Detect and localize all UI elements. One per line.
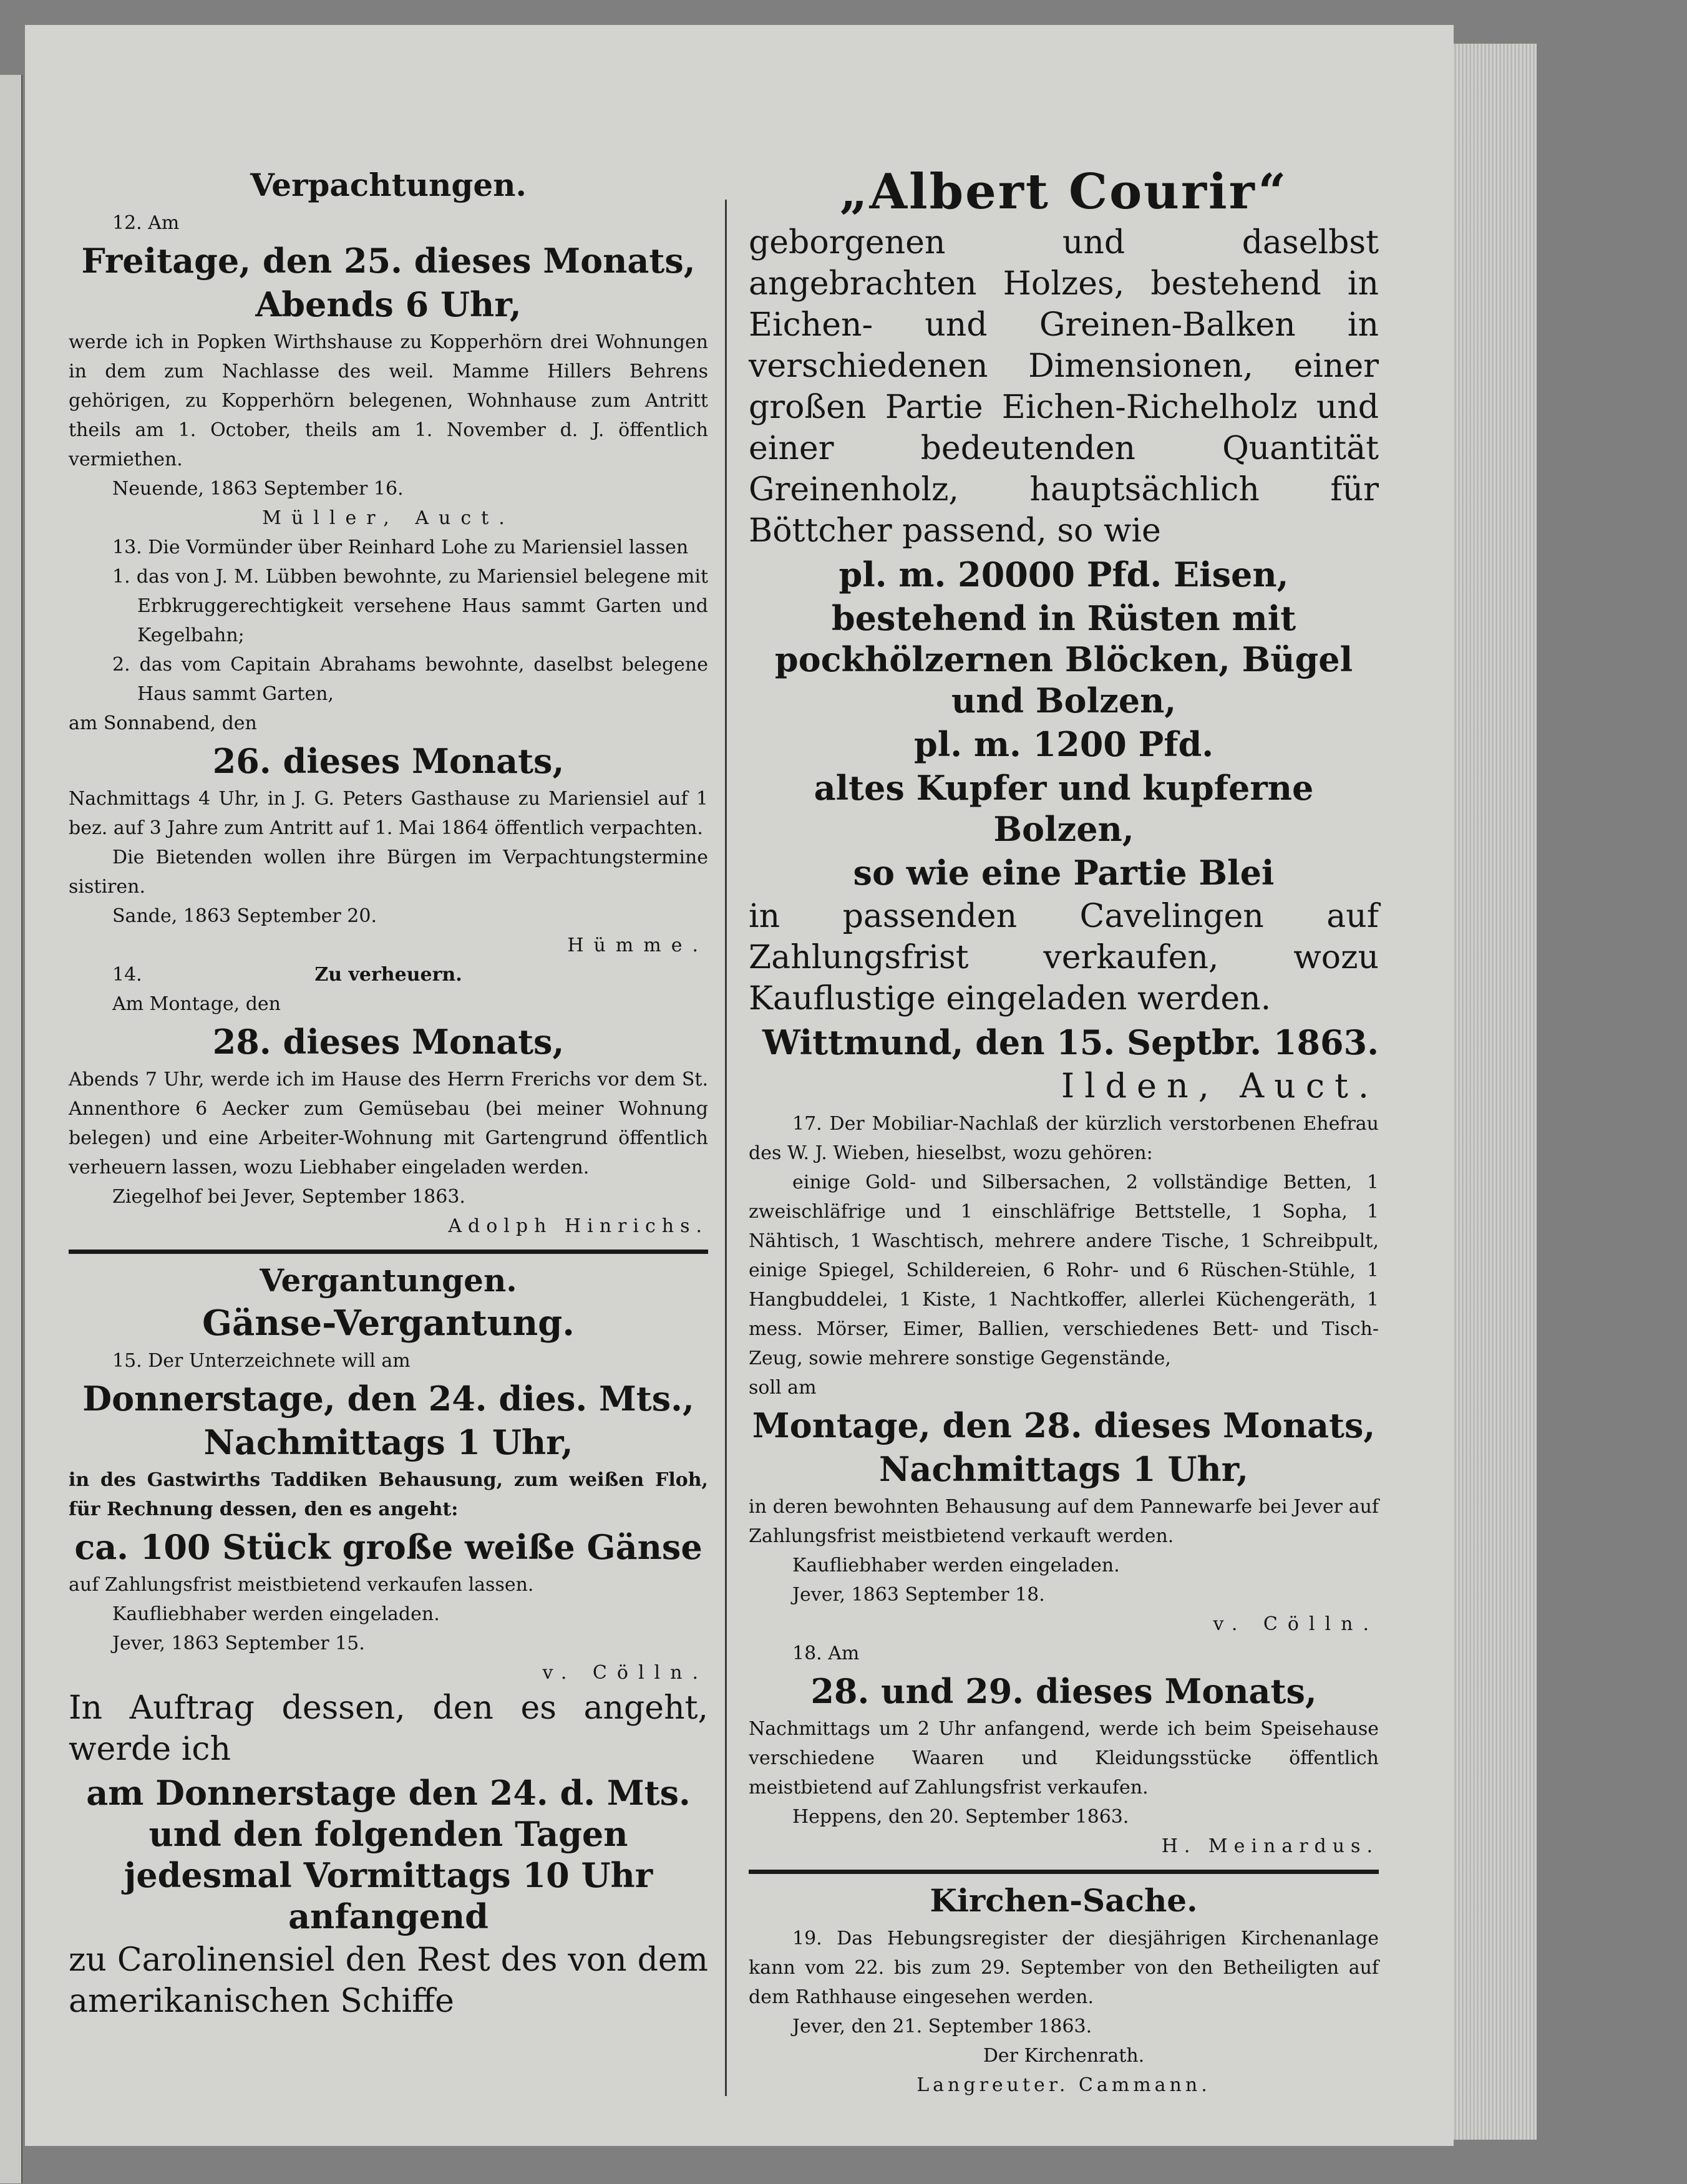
notice-17-signature: v. Cölln. [1213,1613,1379,1635]
notice-13-text-2: Nachmittags 4 Uhr, in J. G. Peters Gasthause zu Mariensiel auf 1 bez. auf 3 Jahre zum Antritt auf 1. Mai 1864 öffentlich verpachten. [69,788,708,839]
notice-17-items: einige Gold- und Silbersachen, 2 vollständige Betten, 1 zweischläfrige und 1 einschläfrige Bettstelle, 1 Sopha, 1 Nähtisch, 1 Waschtisch, mehrere andere Tische, 1 Schreibpult, einige Spiegel, Schildereien, 6 Rohr- und 6 Rüschen-Stühle, 1 Hangbuddelei, 1 Kiste, 1 Nachtkoffer, allerlei Küchengeräth, 1 mess. Mörser, Eimer, Ballien, verschiedenes Bett- und Tisch-Zeug, sowie mehrere sonstige Gegenstände, [749,1172,1379,1369]
notice-12-date: Freitage, den 25. dieses Monats, [81,241,696,281]
notice-16-place: Wittmund, den 15. Septbr. 1863. [762,1022,1379,1062]
notice-14-am: Am Montage, den [112,993,281,1015]
notice-16-continued: geborgenen und daselbst angebrachten Holzes, bestehend in Eichen- und Greinen-Balken in verschiedenen Dimensionen, einer großen Partie Eichen-Richelholz und einer bedeutenden Quantität Greinenholz, hauptsächlich für Böttcher passend, so wie [749,224,1379,550]
notice-17-date: Montage, den 28. dieses Monats, [752,1405,1376,1445]
notice-16-signature: Ilden, Auct. [1061,1066,1379,1105]
notice-18-date: 28. und 29. dieses Monats, [810,1671,1317,1711]
notice-12-signature: Müller, Auct. [262,507,515,529]
notice-15-text-3: auf Zahlungsfrist meistbietend verkaufen lassen. [69,1574,534,1596]
notice-16-location: zu Carolinensiel den Rest des von dem amerikanischen Schiffe [69,1941,708,2020]
iron-line: pl. m. 20000 Pfd. Eisen, [839,555,1289,595]
notice-18-label: 18. Am [792,1643,860,1664]
notice-17-place: Jever, 1863 September 18. [792,1584,1045,1606]
notice-18-place: Heppens, den 20. September 1863. [792,1806,1129,1828]
notice-13-text: 13. Die Vormünder über Reinhard Lohe zu Mariensiel lassen [112,536,689,558]
iron-detail: bestehend in Rüsten mit pockhölzernen Blöcken, Bügel und Bolzen, [774,598,1353,721]
column-divider [725,200,727,2096]
notice-12-label: 12. Am [112,212,180,234]
section-divider-right [749,1870,1379,1874]
notice-19-signature: Langreuter. Cammann. [916,2074,1211,2096]
notice-17-text-3: Kaufliebhaber werden eingeladen. [792,1555,1120,1576]
notice-13-am: am Sonnabend, den [69,712,257,734]
notice-13-item-1: 1. das von J. M. Lübben bewohnte, zu Mariensiel belegene mit Erbkruggerechtigkeit versehene Haus sammt Garten und Kegelbahn; [112,566,708,646]
notice-14-text: Abends 7 Uhr, werde ich im Hause des Herrn Frerichs vor dem St. Annenthore 6 Aecker zum Gemüsebau (bei meiner Wohnung belegen) und eine Arbeiter-Wohnung mit Gartengrund öffentlich verheuern lassen, wozu Liebhaber eingeladen werden. [69,1069,708,1178]
lead-line: so wie eine Partie Blei [853,853,1275,893]
section-heading-vergantungen: Vergantungen. [260,1262,517,1299]
left-column [69,162,708,2022]
notice-15-text-4: Kaufliebhaber werden eingeladen. [112,1603,440,1625]
notice-15-signature: v. Cölln. [542,1662,708,1684]
notice-17-time: Nachmittags 1 Uhr, [878,1449,1249,1489]
notice-16-intro: In Auftrag dessen, den es angeht, werde ich [69,1689,708,1768]
notice-12-text: werde ich in Popken Wirthshause zu Kopperhörn drei Wohnungen in dem zum Nachlasse des weil. Mamme Hillers Behrens gehörigen, zu Kopperhörn belegenen, Wohnhause zum Antritt theils am 1. October, theils am 1. November d. J. öffentlich vermiethen. [69,331,708,470]
notice-13-items [69,562,708,709]
section-heading-verpachtungen: Verpachtungen. [250,167,527,203]
notice-15-goods: ca. 100 Stück große weiße Gänse [74,1527,703,1567]
notice-12-time: Abends 6 Uhr, [255,284,522,324]
notice-12-place: Neuende, 1863 September 16. [112,478,404,500]
notice-16-dates: am Donnerstage den 24. d. Mts. und den folgenden Tagen jedesmal Vormittags 10 Uhr anfangend [86,1773,691,1936]
ship-name: „Albert Courir“ [839,163,1288,220]
notice-15-date: Donnerstage, den 24. dies. Mts., [82,1379,694,1419]
notice-14-title: Zu verheuern. [314,964,462,986]
notice-13-signature: Hümme. [567,934,708,956]
previous-page-edge [0,75,22,2183]
section-heading-kirchen-sache: Kirchen-Sache. [930,1882,1198,1919]
notice-19-text: 19. Das Hebungsregister der diesjährigen Kirchenanlage kann vom 22. bis zum 29. September von den Betheiligten auf dem Rathhause eingesehen werden. [749,1928,1379,2008]
notice-15-place: Jever, 1863 September 15. [112,1633,365,1654]
notice-16-end: in passenden Cavelingen auf Zahlungsfrist verkaufen, wozu Kauflustige eingeladen werden. [749,898,1379,1017]
notice-17-am: soll am [749,1377,817,1399]
notice-15-text: 15. Der Unterzeichnete will am [112,1350,411,1372]
notice-14-place: Ziegelhof bei Jever, September 1863. [112,1186,465,1208]
newspaper-page [25,25,1454,2146]
notice-14-label: 14. [112,964,142,986]
notice-19-place: Jever, den 21. September 1863. [792,2016,1092,2037]
copper-line: altes Kupfer und kupferne Bolzen, [814,768,1314,849]
notice-15-time: Nachmittags 1 Uhr, [203,1422,573,1462]
notice-17-text-2: in deren bewohnten Behausung auf dem Pannewarfe bei Jever auf Zahlungsfrist meistbietend verkauft werden. [749,1496,1379,1547]
notice-13-item-2: 2. das vom Capitain Abrahams bewohnte, daselbst belegene Haus sammt Garten, [112,654,708,705]
section-divider [69,1250,708,1254]
notice-19-org: Der Kirchenrath. [983,2045,1145,2067]
notice-13-date: 26. dieses Monats, [212,741,565,781]
right-column [749,162,1379,2100]
notice-15-text-2: in des Gastwirths Taddiken Behausung, zum weißen Floh, für Rechnung dessen, den es angeht: [69,1469,708,1520]
notice-13-place: Sande, 1863 September 20. [112,905,377,927]
notice-17-text: 17. Der Mobiliar-Nachlaß der kürzlich verstorbenen Ehefrau des W. J. Wieben, hieselbst, wozu gehören: [749,1113,1379,1164]
notice-18-signature: H. Meinardus. [1161,1835,1379,1857]
notice-14-signature: Adolph Hinrichs. [448,1215,708,1237]
notice-13-text-3: Die Bietenden wollen ihre Bürgen im Verpachtungstermine sistiren. [69,847,708,898]
copper-amount: pl. m. 1200 Pfd. [913,724,1214,764]
notice-14-date: 28. dieses Monats, [212,1022,565,1062]
notice-18-text: Nachmittags um 2 Uhr anfangend, werde ich beim Speisehause verschiedene Waaren und Kleidungsstücke öffentlich meistbietend auf Zahlungsfrist verkaufen. [749,1718,1379,1798]
heading-gaense-vergantung: Gänse-Vergantung. [202,1303,575,1344]
